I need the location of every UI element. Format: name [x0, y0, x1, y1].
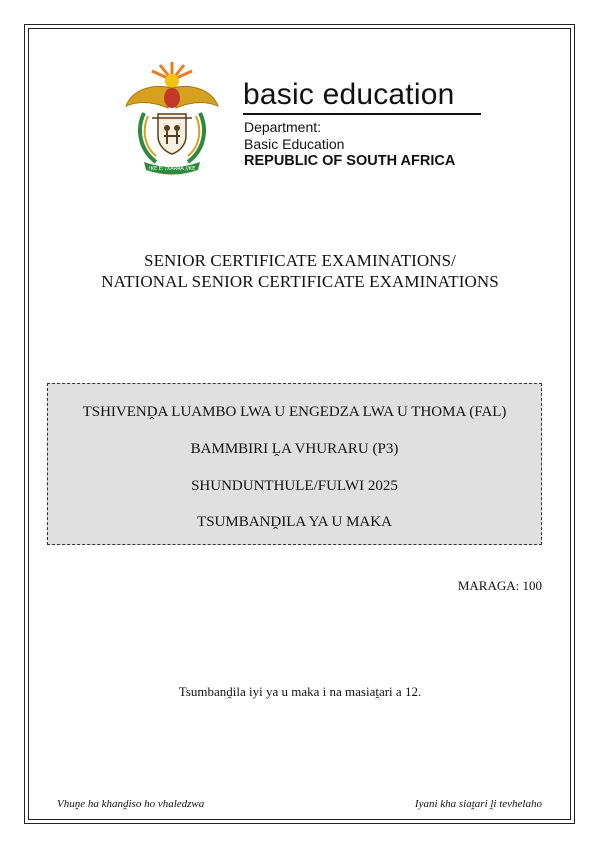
total-marks: MARAGA: 100: [457, 578, 542, 593]
exam-title-line2: NATIONAL SENIOR CERTIFICATE EXAMINATIONS: [101, 272, 499, 291]
crest-motto: !KE E: /XARRA //KE: [148, 166, 196, 172]
brand-title: basic education: [243, 78, 455, 111]
exam-title-line1: SENIOR CERTIFICATE EXAMINATIONS/: [144, 251, 456, 270]
country-name: REPUBLIC OF SOUTH AFRICA: [244, 153, 456, 169]
page-count-note: Tsumbanḓila iyi ya u maka i na masiaṱari a 12.: [178, 684, 422, 699]
brand-underline: [243, 113, 481, 115]
exam-title: [40, 250, 560, 292]
department-name: Basic Education: [244, 136, 345, 152]
coat-of-arms-logo: [122, 58, 222, 178]
copyright-footer: Vhuṋe ha khanḓiso ho vhaledzwa: [57, 798, 205, 810]
subject-title: TSHIVENḒA LUAMBO LWA U ENGEDZA LWA U THOMA (FAL): [82, 404, 507, 420]
document-type: TSUMBANḒILA YA U MAKA: [197, 514, 392, 530]
department-label: Department:: [244, 119, 322, 135]
exam-session: SHUNDUNTHULE/FULWI 2025: [191, 478, 398, 494]
paper-number: BAMMBIRI ḼA VHURARU (P3): [190, 441, 399, 457]
department-block: [244, 119, 455, 170]
next-page-footer: Iyani kha siaṱari ḽi tevhelaho: [414, 798, 542, 810]
paper-info-box: [47, 383, 542, 545]
